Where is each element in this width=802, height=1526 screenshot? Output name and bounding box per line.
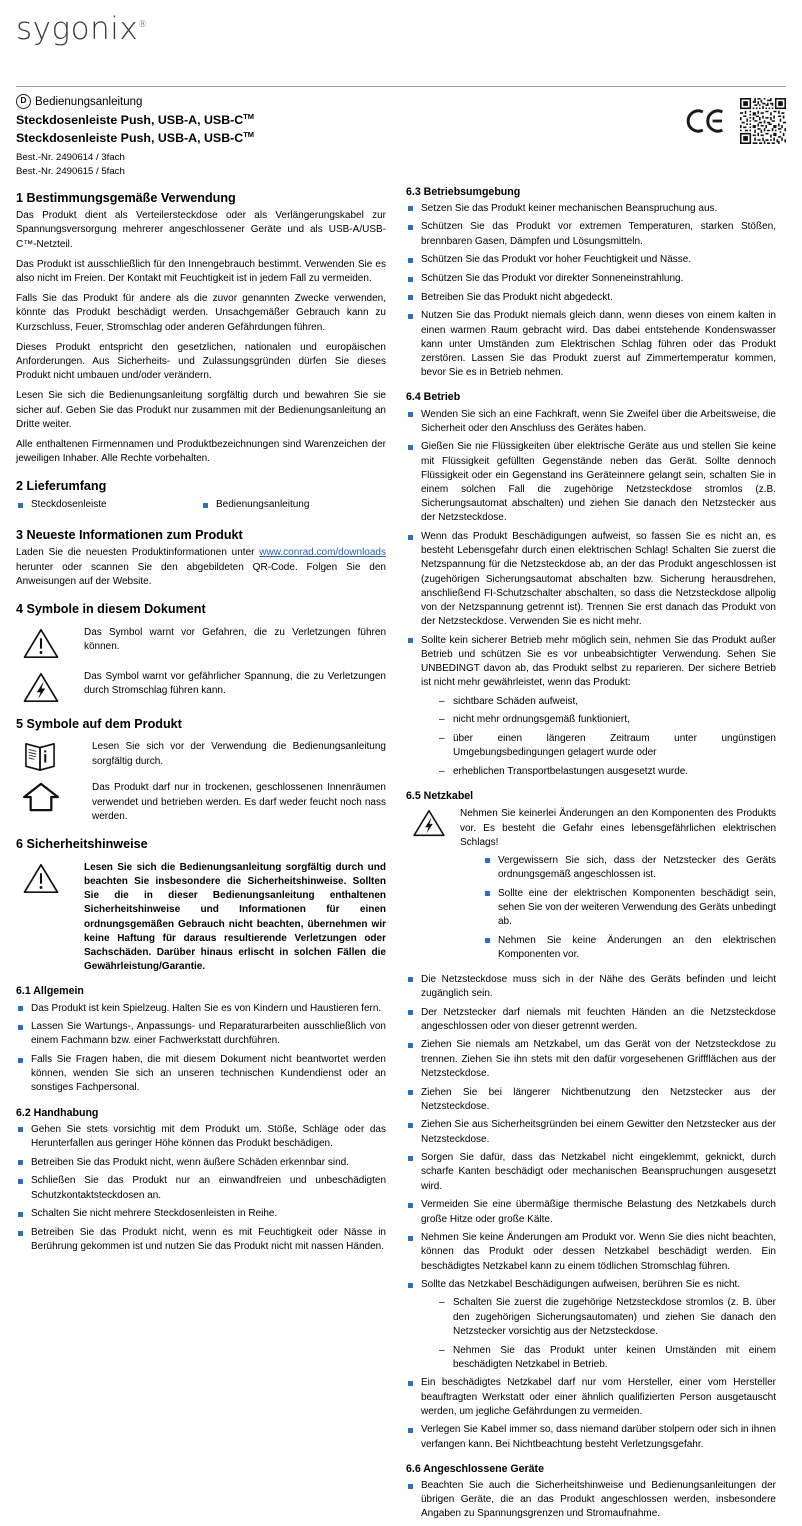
list-item: Ein beschädigtes Netzkabel darf nur vom Hersteller, einer vom Hersteller beauftragten Werkstatt oder einer ähnlich qualifizierten Person ausgetauscht werden, um jegliche Gefährdungen zu vermeiden. bbox=[406, 1376, 776, 1419]
symbol-read-manual-row bbox=[16, 740, 386, 771]
list-item: Schützen Sie das Produkt vor hoher Feuchtigkeit und Nässe. bbox=[406, 253, 776, 267]
netzkabel-warning-text: Nehmen Sie keinerlei Änderungen an den Komponenten des Produkts vor. Es besteht die Gefahr eines lebensgefährlichen elektrischen Schlags! bbox=[460, 808, 776, 848]
symbol-read-manual-text: Lesen Sie sich vor der Verwendung die Bedienungsanleitung sorgfältig durch. bbox=[92, 741, 386, 767]
section-6-1-heading: 6.1 Allgemein bbox=[16, 985, 84, 998]
symbol-warning-row bbox=[16, 626, 386, 660]
order-number-1 bbox=[16, 151, 786, 164]
list-item: Nehmen Sie keine Änderungen an den elektrischen Komponenten vor. bbox=[483, 934, 776, 962]
section-1-paragraph-3: Falls Sie das Produkt für andere als die zuvor genannten Zwecke verwenden, könnte das Produkt beschädigt werden. Unsachgemäßer Gebrauch kann zu Kurzschluss, Feuer, Stromschlag oder anderen Gefährdungen führen. bbox=[16, 293, 386, 333]
list-item: Verlegen Sie Kabel immer so, dass niemand darüber stolpern oder sich in ihnen verfangen kann. Bei Nichtbeachtung besteht Verletzungsgefahr. bbox=[406, 1423, 776, 1451]
list-item: Betreiben Sie das Produkt nicht, wenn äußere Schäden erkennbar sind. bbox=[16, 1156, 386, 1170]
list-item: Schalten Sie nicht mehrere Steckdosenleisten in Reihe. bbox=[16, 1207, 386, 1221]
list-item: Schützen Sie das Produkt vor extremen Temperaturen, starken Stößen, brennbaren Gasen, Dämpfen und Lösungsmitteln. bbox=[406, 220, 776, 248]
list-item: Betreiben Sie das Produkt nicht abgedeckt. bbox=[406, 291, 776, 305]
qr-code-icon bbox=[740, 98, 786, 144]
section-6-4-list bbox=[406, 408, 776, 780]
list-item: – Nehmen Sie das Produkt unter keinen Umständen mit einem beschädigten Netzkabel in Betrieb. bbox=[439, 1344, 776, 1372]
list-item: – erheblichen Transportbelastungen ausgesetzt wurde. bbox=[439, 765, 776, 779]
section-6-2-heading: 6.2 Handhabung bbox=[16, 1106, 99, 1119]
symbol-indoor-row bbox=[16, 781, 386, 824]
list-item: Sollte eine der elektrischen Komponenten beschädigt sein, sehen Sie von der weiteren Verwendung des Geräts unbedingt ab. bbox=[483, 887, 776, 930]
section-4-heading: 4 Symbole in diesem Dokument bbox=[16, 602, 206, 617]
sygonix-logo bbox=[16, 11, 148, 47]
section-6-5-nested-list bbox=[460, 854, 776, 962]
list-item: Steckdosenleiste bbox=[16, 498, 201, 512]
product-title-line-1 bbox=[16, 112, 786, 130]
product-title-line-2 bbox=[16, 130, 786, 148]
ce-mark-icon bbox=[686, 107, 728, 135]
symbol-voltage-text: Das Symbol warnt vor gefährlicher Spannung, die zu Verletzungen durch Stromschlag führen kann. bbox=[84, 670, 386, 696]
section-6-3-list bbox=[406, 202, 776, 381]
list-item: Lassen Sie Wartungs-, Anpassungs- und Reparaturarbeiten ausschließlich von einem Fachmann bzw. einer Fachwerkstatt durchführen. bbox=[16, 1020, 386, 1048]
order-number-2 bbox=[16, 165, 786, 178]
symbol-voltage-row bbox=[16, 670, 386, 704]
section-6-1-list bbox=[16, 1002, 386, 1096]
warning-triangle-icon bbox=[16, 861, 84, 895]
delivery-list-col-2 bbox=[201, 498, 386, 515]
list-item: Vergewissern Sie sich, dass der Netzstecker des Geräts ordnungsgemäß angeschlossen ist. bbox=[483, 854, 776, 882]
section-3-text-before: Laden Sie die neuesten Produktinformationen unter bbox=[16, 547, 260, 559]
list-item: Nehmen Sie keine Änderungen am Produkt vor. Wenn Sie dies nicht beachten, können das Produkt oder dessen Netzkabel beschädigt werden. Ein beschädigtes Netzkabel kann zu einem tödlichen Stromschlag führen. bbox=[406, 1231, 776, 1274]
section-1-paragraph-2: Das Produkt ist ausschließlich für den Innengebrauch bestimmt. Verwenden Sie es also nicht im Freien. Der Kontakt mit Feuchtigkeit ist in jedem Fall zu vermeiden. bbox=[16, 258, 386, 285]
warning-triangle-icon bbox=[16, 626, 84, 660]
delivery-list-col-1 bbox=[16, 498, 201, 515]
section-3-paragraph bbox=[16, 546, 386, 589]
section-6-3-heading: 6.3 Betriebsumgebung bbox=[406, 185, 521, 198]
list-item: Falls Sie Fragen haben, die mit diesem Dokument nicht beantwortet werden können, wenden Sie sich an unseren technischen Kundendienst oder an sonstiges Fachpersonal. bbox=[16, 1053, 386, 1096]
read-manual-icon bbox=[16, 740, 92, 771]
brand-name: sygonix bbox=[16, 11, 139, 47]
list-item: – über einen längeren Zeitraum unter ungünstigen Umgebungsbedingungen gelagert wurde oder bbox=[439, 732, 776, 760]
list-item: Betreiben Sie das Produkt nicht, wenn es mit Feuchtigkeit oder Nässe in Berührung gekommen ist und nutzen Sie das Produkt nicht mit nassen Händen. bbox=[16, 1226, 386, 1254]
right-column bbox=[406, 178, 776, 1526]
list-item: Das Produkt ist kein Spielzeug. Halten Sie es von Kindern und Haustieren fern. bbox=[16, 1002, 386, 1016]
list-item: – Schalten Sie zuerst die zugehörige Netzsteckdose stromlos (z. B. über den zugehörigen Sicherungsautomaten) und ziehen Sie danach den Netzstecker vorsichtig aus der Netzsteckdose. bbox=[439, 1296, 776, 1339]
list-item: Schließen Sie das Produkt nur an einwandfreien und unbeschädigten Schutzkontaktsteckdosen an. bbox=[16, 1174, 386, 1202]
list-item: Die Netzsteckdose muss sich in der Nähe des Geräts befinden und leicht zugänglich sein. bbox=[406, 973, 776, 1001]
brand-header bbox=[16, 11, 786, 76]
section-6-5-list bbox=[406, 973, 776, 1452]
section-1-paragraph-1: Das Produkt dient als Verteilersteckdose oder als Verlängerungskabel zur Spannungsversorgung mehrerer angeschlossener Geräte und als USB-A/USB-C™-Netzteil. bbox=[16, 210, 386, 250]
list-item: Nutzen Sie das Produkt niemals gleich dann, wenn dieses von einem kalten in einen warmen Raum gebracht wird. Das dabei entstehende Kondenswasser kann unter Umständen zum Elektrischen Schlag führen oder das Produkt zerstören. Lassen Sie das Produkt zuerst auf Zimmertemperatur kommen, bevor Sie es in Betrieb nehmen. bbox=[406, 309, 776, 380]
section-6-2-list bbox=[16, 1123, 386, 1255]
order-number-1-text: Best.-Nr. 2490614 / 3fach bbox=[16, 152, 125, 164]
list-item bbox=[406, 634, 776, 779]
conrad-downloads-link[interactable]: www.conrad.com/downloads bbox=[259, 547, 386, 559]
list-item: Ziehen Sie bei längerer Nichtbenutzung den Netzstecker aus der Netzsteckdose. bbox=[406, 1086, 776, 1114]
list-item: Der Netzstecker darf niemals mit feuchten Händen an die Netzsteckdose angeschlossen oder von dieser getrennt werden. bbox=[406, 1006, 776, 1034]
section-2-heading: 2 Lieferumfang bbox=[16, 479, 107, 494]
product-title bbox=[16, 112, 786, 147]
section-6-4-last-intro: Sollte kein sicherer Betrieb mehr möglich sein, nehmen Sie das Produkt außer Betrieb und schützen Sie es vor unbeabsichtigter Verwendung. Sehen Sie UNBEDINGT davon ab, das Produkt selbst zu reparieren. Der sichere Betrieb ist nicht mehr gewährleistet, wenn das Produkt: bbox=[421, 634, 776, 689]
product-title-line-2-text: Steckdosenleiste Push, USB-A, USB-C bbox=[16, 130, 244, 145]
section-5-heading: 5 Symbole auf dem Produkt bbox=[16, 716, 182, 731]
damaged-cable-dash-list bbox=[421, 1296, 776, 1371]
section-3-text-after: herunter oder scannen Sie den abgebildeten QR-Code. Folgen Sie den Anweisungen auf der Website. bbox=[16, 561, 386, 587]
list-item: – nicht mehr ordnungsgemäß funktioniert, bbox=[439, 713, 776, 727]
section-6-5-heading: 6.5 Netzkabel bbox=[406, 790, 474, 803]
brand-trademark: ® bbox=[138, 19, 148, 30]
list-item: Gehen Sie stets vorsichtig mit dem Produkt um. Stöße, Schläge oder das Herunterfallen aus geringer Höhe können das Produkt beschädigen. bbox=[16, 1123, 386, 1151]
list-item: Setzen Sie das Produkt keiner mechanischen Beanspruchung aus. bbox=[406, 202, 776, 216]
product-title-line-1-sup: TM bbox=[243, 112, 255, 121]
list-item: Beachten Sie auch die Sicherheitshinweise und Bedienungsanleitungen der übrigen Geräte, die an das Produkt angeschlossen werden, insbesondere Angaben zu Spannungsgrenzen und Stromaufnahme. bbox=[406, 1479, 776, 1522]
netzkabel-warning-row bbox=[406, 807, 776, 966]
section-6-6-list bbox=[406, 1479, 776, 1522]
section-1-paragraph-5: Lesen Sie sich die Bedienungsanleitung sorgfältig durch und bewahren Sie sie sicher auf. Geben Sie das Produkt nur zusammen mit der Bedienungsanleitung an Dritte weiter. bbox=[16, 390, 386, 430]
header-divider bbox=[16, 86, 786, 87]
list-item: Ziehen Sie aus Sicherheitsgründen bei einem Gewitter den Netzstecker aus der Netzsteckdose. bbox=[406, 1118, 776, 1146]
netzkabel-warning-block bbox=[460, 807, 776, 966]
high-voltage-triangle-icon bbox=[16, 670, 84, 704]
list-item: Schützen Sie das Produkt vor direkter Sonneneinstrahlung. bbox=[406, 272, 776, 286]
section-6-heading: 6 Sicherheitshinweise bbox=[16, 837, 148, 852]
product-title-line-2-sup: TM bbox=[243, 129, 255, 139]
content-columns bbox=[16, 178, 786, 1526]
indoor-use-house-icon bbox=[16, 781, 92, 813]
list-item: Gießen Sie nie Flüssigkeiten über elektrische Geräte aus und stellen Sie keine mit Flüssigkeit gefüllten Gegenstände neben das Gerät. Sollte dennoch Flüssigkeit oder ein Gegenstand ins Geräteinnere gelangt sein, schalten Sie in einem solchen Fall die zugehörige Netzsteckdose stromlos (z.B. Sicherungsautomat abschalten) und ziehen Sie danach den Netzstecker aus der Netzsteckdose. bbox=[406, 440, 776, 525]
order-number-2-text: Best.-Nr. 2490615 / 5fach bbox=[16, 165, 125, 177]
product-title-line-1-text: Steckdosenleiste Push, USB-A, USB-C bbox=[16, 113, 244, 128]
left-column bbox=[16, 178, 386, 1259]
certification-marks bbox=[686, 98, 786, 144]
safety-intro-text: Lesen Sie sich die Bedienungsanleitung sorgfältig durch und beachten Sie insbesondere die Sicherheitshinweise. Sollten Sie die in dieser Bedienungsanleitung enthaltenen Sicherheitshinweise und Informationen für einen ordnungsgemäßen Gebrauch nicht beachten, übernehmen wir keine Haftung für daraus resultierende Verletzungen oder Sachschäden. Darüber hinaus erlischt in solchen Fällen die Gewährleistung/Garantie. bbox=[84, 861, 386, 973]
list-item bbox=[406, 1278, 776, 1372]
doc-type-line bbox=[16, 94, 786, 109]
safety-intro-row bbox=[16, 861, 386, 975]
doc-type-label: Bedienungsanleitung bbox=[35, 95, 143, 108]
list-item: Wenn das Produkt Beschädigungen aufweist, so fassen Sie es nicht an, es besteht Lebensgefahr durch einen elektrischen Schlag! Schalten Sie zuerst die Netzspannung für die Netzsteckdose ab, an der das Produkt angeschlossen ist (zugehörigen Sicherungsautomat abschalten bzw. Sicherung herausdrehen, anschließend FI-Schutzschalter abschalten, so dass die Netzsteckdose allpolig von der Netzspannung getrennt ist). Trennen Sie erst danach das Produkt von der Netzsteckdose. Verwenden Sie es nicht mehr. bbox=[406, 530, 776, 629]
section-1-paragraph-4: Dieses Produkt entspricht den gesetzlichen, nationalen und europäischen Anforderungen. Aus Sicherheits- und Zulassungsgründen dürfen Sie dieses Produkt nicht umbauen und/oder verändern. bbox=[16, 341, 386, 382]
section-6-6-heading: 6.6 Angeschlossene Geräte bbox=[406, 1462, 544, 1475]
section-6-4-dash-list bbox=[421, 695, 776, 779]
section-1-heading: 1 Bestimmungsgemäße Verwendung bbox=[16, 190, 236, 205]
language-badge-icon: D bbox=[16, 94, 31, 109]
list-item: Bedienungsanleitung bbox=[201, 498, 386, 512]
section-6-4-heading: 6.4 Betrieb bbox=[406, 391, 461, 404]
scope-of-delivery-list bbox=[16, 498, 386, 515]
list-item: Ziehen Sie niemals am Netzkabel, um das Gerät von der Netzsteckdose zu trennen. Ziehen Sie ihn stets mit den dafür vorgesehenen Griffflächen aus der Netzsteckdose. bbox=[406, 1038, 776, 1081]
list-item: Vermeiden Sie eine übermäßige thermische Belastung des Netzkabels durch große Hitze oder große Kälte. bbox=[406, 1198, 776, 1226]
symbol-warning-text: Das Symbol warnt vor Gefahren, die zu Verletzungen führen können. bbox=[84, 626, 386, 652]
title-block bbox=[16, 94, 786, 178]
list-item: – sichtbare Schäden aufweist, bbox=[439, 695, 776, 709]
order-numbers bbox=[16, 151, 786, 177]
symbol-indoor-text: Das Produkt darf nur in trockenen, geschlossenen Innenräumen verwendet und betrieben werden. Es darf weder feucht noch nass werden. bbox=[92, 782, 386, 822]
section-1-paragraph-6: Alle enthaltenen Firmennamen und Produktbezeichnungen sind Warenzeichen der jeweiligen Inhaber. Alle Rechte vorbehalten. bbox=[16, 438, 386, 465]
list-item: Sorgen Sie dafür, dass das Netzkabel nicht eingeklemmt, geknickt, durch scharfe Kanten beschädigt oder mechanischen Beanspruchungen ausgesetzt wird. bbox=[406, 1151, 776, 1194]
list-item: Wenden Sie sich an eine Fachkraft, wenn Sie Zweifel über die Arbeitsweise, die Sicherheit oder den Anschluss des Gerätes haben. bbox=[406, 408, 776, 436]
section-3-heading: 3 Neueste Informationen zum Produkt bbox=[16, 527, 243, 542]
high-voltage-triangle-icon bbox=[406, 807, 460, 838]
damaged-cable-intro: Sollte das Netzkabel Beschädigungen aufweisen, berühren Sie es nicht. bbox=[421, 1279, 741, 1291]
